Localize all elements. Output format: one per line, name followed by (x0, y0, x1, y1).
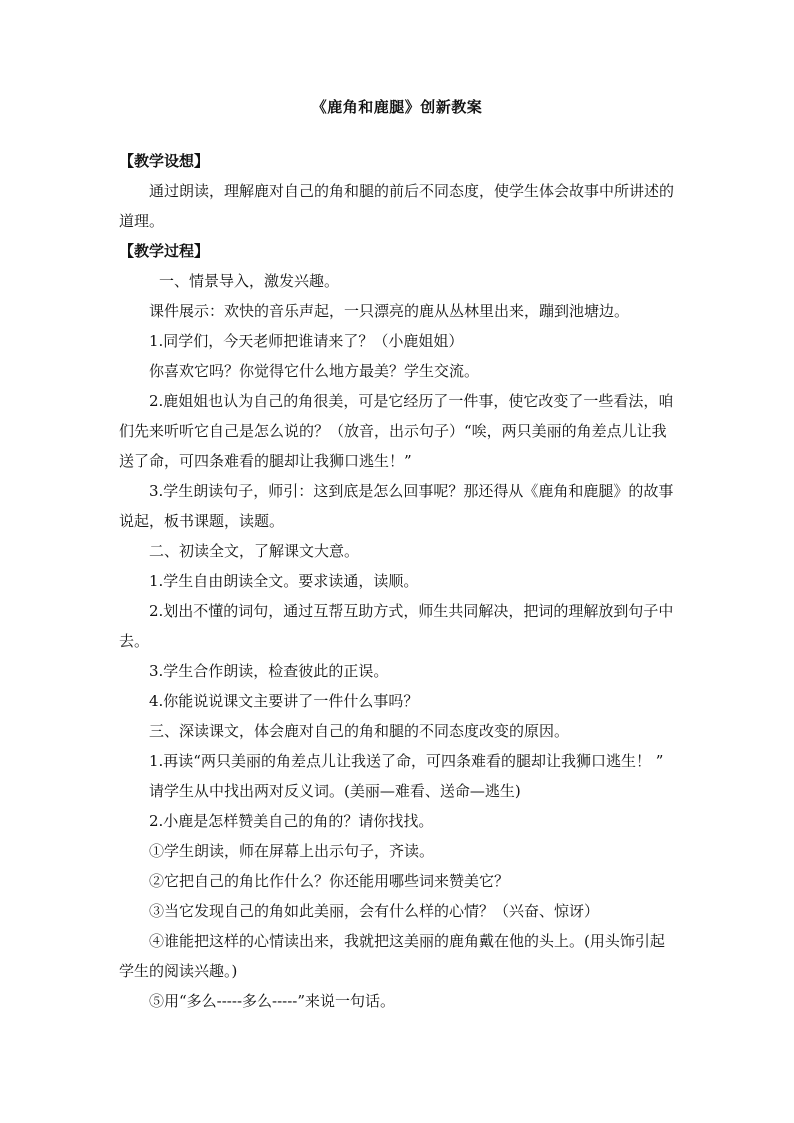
body-paragraph: 课件展示：欢快的音乐声起，一只漂亮的鹿从丛林里出来，蹦到池塘边。 (149, 302, 630, 320)
body-paragraph: 通过朗读，理解鹿对自己的角和腿的前后不同态度，使学生体会故事中所讲述的道理。 (119, 182, 675, 230)
body-paragraph: 请学生从中找出两对反义词。(美丽—难看、送命—逃生) (149, 782, 521, 800)
body-paragraph: 3.学生合作朗读，检查彼此的正误。 (149, 662, 389, 680)
body-paragraph: 一、情景导入，激发兴趣。 (159, 272, 340, 290)
body-paragraph: 1.再读“两只美丽的角差点儿让我送了命，可四条难看的腿却让我狮口逃生！ ” (149, 752, 664, 770)
section-heading: 【教学过程】 (119, 242, 210, 260)
body-paragraph: 1.同学们，今天老师把谁请来了？（小鹿姐姐） (149, 332, 464, 350)
document-title: 《鹿角和鹿腿》创新教案 (311, 98, 483, 116)
body-paragraph: ③当它发现自己的角如此美丽，会有什么样的心情？（兴奋、惊讶） (149, 902, 600, 920)
section-heading: 【教学设想】 (119, 152, 210, 170)
body-paragraph: 2.小鹿是怎样赞美自己的角的？请你找找。 (149, 812, 434, 830)
body-paragraph: ⑤用“多么-----多么-----”来说一句话。 (149, 992, 396, 1010)
body-paragraph: 1.学生自由朗读全文。要求读通，读顺。 (149, 572, 419, 590)
body-paragraph: 你喜欢它吗？你觉得它什么地方最美？学生交流。 (149, 362, 480, 380)
body-paragraph: ④谁能把这样的心情读出来，我就把这美丽的鹿角戴在他的头上。(用头饰引起学生的阅读兴趣。) (119, 932, 665, 980)
body-paragraph: 3.学生朗读句子，师引：这到底是怎么回事呢？那还得从《鹿角和鹿腿》的故事说起，板书课题，读题。 (119, 482, 674, 530)
body-paragraph: 2.划出不懂的词句，通过互帮互助方式，师生共同解决，把词的理解放到句子中去。 (119, 602, 674, 650)
body-paragraph: 4.你能说说课文主要讲了一件什么事吗？ (149, 692, 419, 710)
body-paragraph: ①学生朗读，师在屏幕上出示句子，齐读。 (149, 842, 435, 860)
body-paragraph: 二、初读全文，了解课文大意。 (149, 542, 360, 560)
body-paragraph: 三、深读课文，体会鹿对自己的角和腿的不同态度改变的原因。 (149, 722, 570, 740)
document-body (119, 146, 676, 1016)
body-paragraph: 2.鹿姐姐也认为自己的角很美，可是它经历了一件事，使它改变了一些看法，咱们先来听听它自己是怎么说的？（放音，出示句子）“唉，两只美丽的角差点儿让我送了命，可四条难看的腿却让我狮口逃生！” (119, 392, 674, 470)
body-paragraph: ②它把自己的角比作什么？你还能用哪些词来赞美它？ (149, 872, 510, 890)
